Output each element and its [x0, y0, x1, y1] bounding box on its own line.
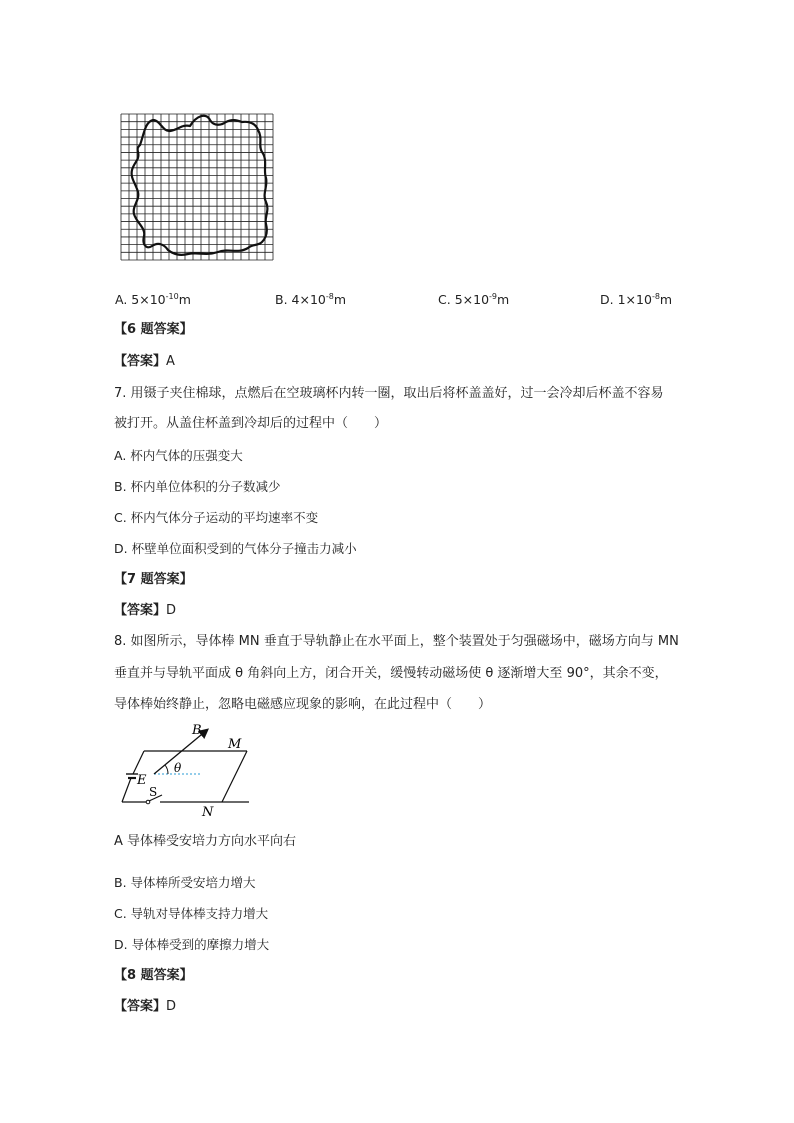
- q6-section-label: 【6 题答案】: [114, 322, 193, 337]
- label-theta: θ: [174, 761, 182, 775]
- q8-stem-line3: 导体棒始终静止，忽略电磁感应现象的影响，在此过程中（ ）: [114, 697, 492, 712]
- label-e: E: [137, 773, 147, 788]
- label-b: B: [192, 723, 202, 738]
- left-wire: [133, 751, 144, 774]
- q8-option-b: B. 导体棒所受安培力增大: [114, 875, 256, 890]
- answer-value: D: [166, 999, 177, 1014]
- q7-section-label: 【7 题答案】: [114, 572, 193, 587]
- answer-tag: 【答案】: [114, 999, 167, 1014]
- answer-tag: 【答案】: [114, 354, 167, 369]
- q6-option-b: B. $4\times 10^{-8}m$: [275, 292, 347, 307]
- q7-answer: [114, 603, 176, 619]
- q6-grid-figure: [118, 112, 276, 262]
- q6-option-a: A. $5\times 10^{-10}m$: [115, 292, 191, 307]
- film-outline: [132, 116, 268, 255]
- q7-stem-line2: 被打开。从盖住杯盖到冷却后的过程中（ ）: [114, 416, 388, 431]
- q8-section-label: 【8 题答案】: [114, 968, 193, 983]
- q7-option-b: B. 杯内单位体积的分子数减少: [114, 479, 281, 494]
- q6-answer: [114, 354, 175, 370]
- q6-option-d: D. $1\times 10^{-8}m$: [600, 292, 673, 307]
- q8-circuit-figure: [112, 718, 257, 820]
- q7-stem-line1: 7. 用镊子夹住棉球，点燃后在空玻璃杯内转一圈，取出后将杯盖盖好，过一会冷却后杯盖不容易: [114, 386, 664, 401]
- theta-arc: [165, 765, 168, 774]
- q8-option-c: C. 导轨对导体棒支持力增大: [114, 906, 269, 921]
- q6-option-c: C. $5\times 10^{-9}m$: [438, 292, 510, 307]
- label-s: S: [149, 785, 158, 799]
- q8-option-d: D. 导体棒受到的摩擦力增大: [114, 937, 270, 952]
- label-n: N: [202, 805, 214, 820]
- q7-option-c: C. 杯内气体分子运动的平均速率不变: [114, 510, 319, 525]
- q7-option-d: D. 杯壁单位面积受到的气体分子撞击力减小: [114, 541, 357, 556]
- q7-option-a: A. 杯内气体的压强变大: [114, 448, 243, 463]
- answer-value: A: [166, 354, 175, 369]
- left-wire-lower: [122, 778, 131, 802]
- answer-value: D: [166, 603, 177, 618]
- q8-answer: [114, 999, 176, 1015]
- answer-tag: 【答案】: [114, 603, 167, 618]
- rod-mn: [222, 751, 247, 802]
- q8-stem-line2: 垂直并与导轨平面成 θ 角斜向上方，闭合开关，缓慢转动磁场使 θ 逐渐增大至 90°，其余不变，: [114, 666, 668, 681]
- q8-stem-line1: 8. 如图所示，导体棒 MN 垂直于导轨静止在水平面上，整个装置处于匀强磁场中，磁场方向与 MN: [114, 634, 679, 649]
- q8-option-a: A 导体棒受安培力方向水平向右: [114, 834, 297, 849]
- label-m: M: [228, 737, 242, 752]
